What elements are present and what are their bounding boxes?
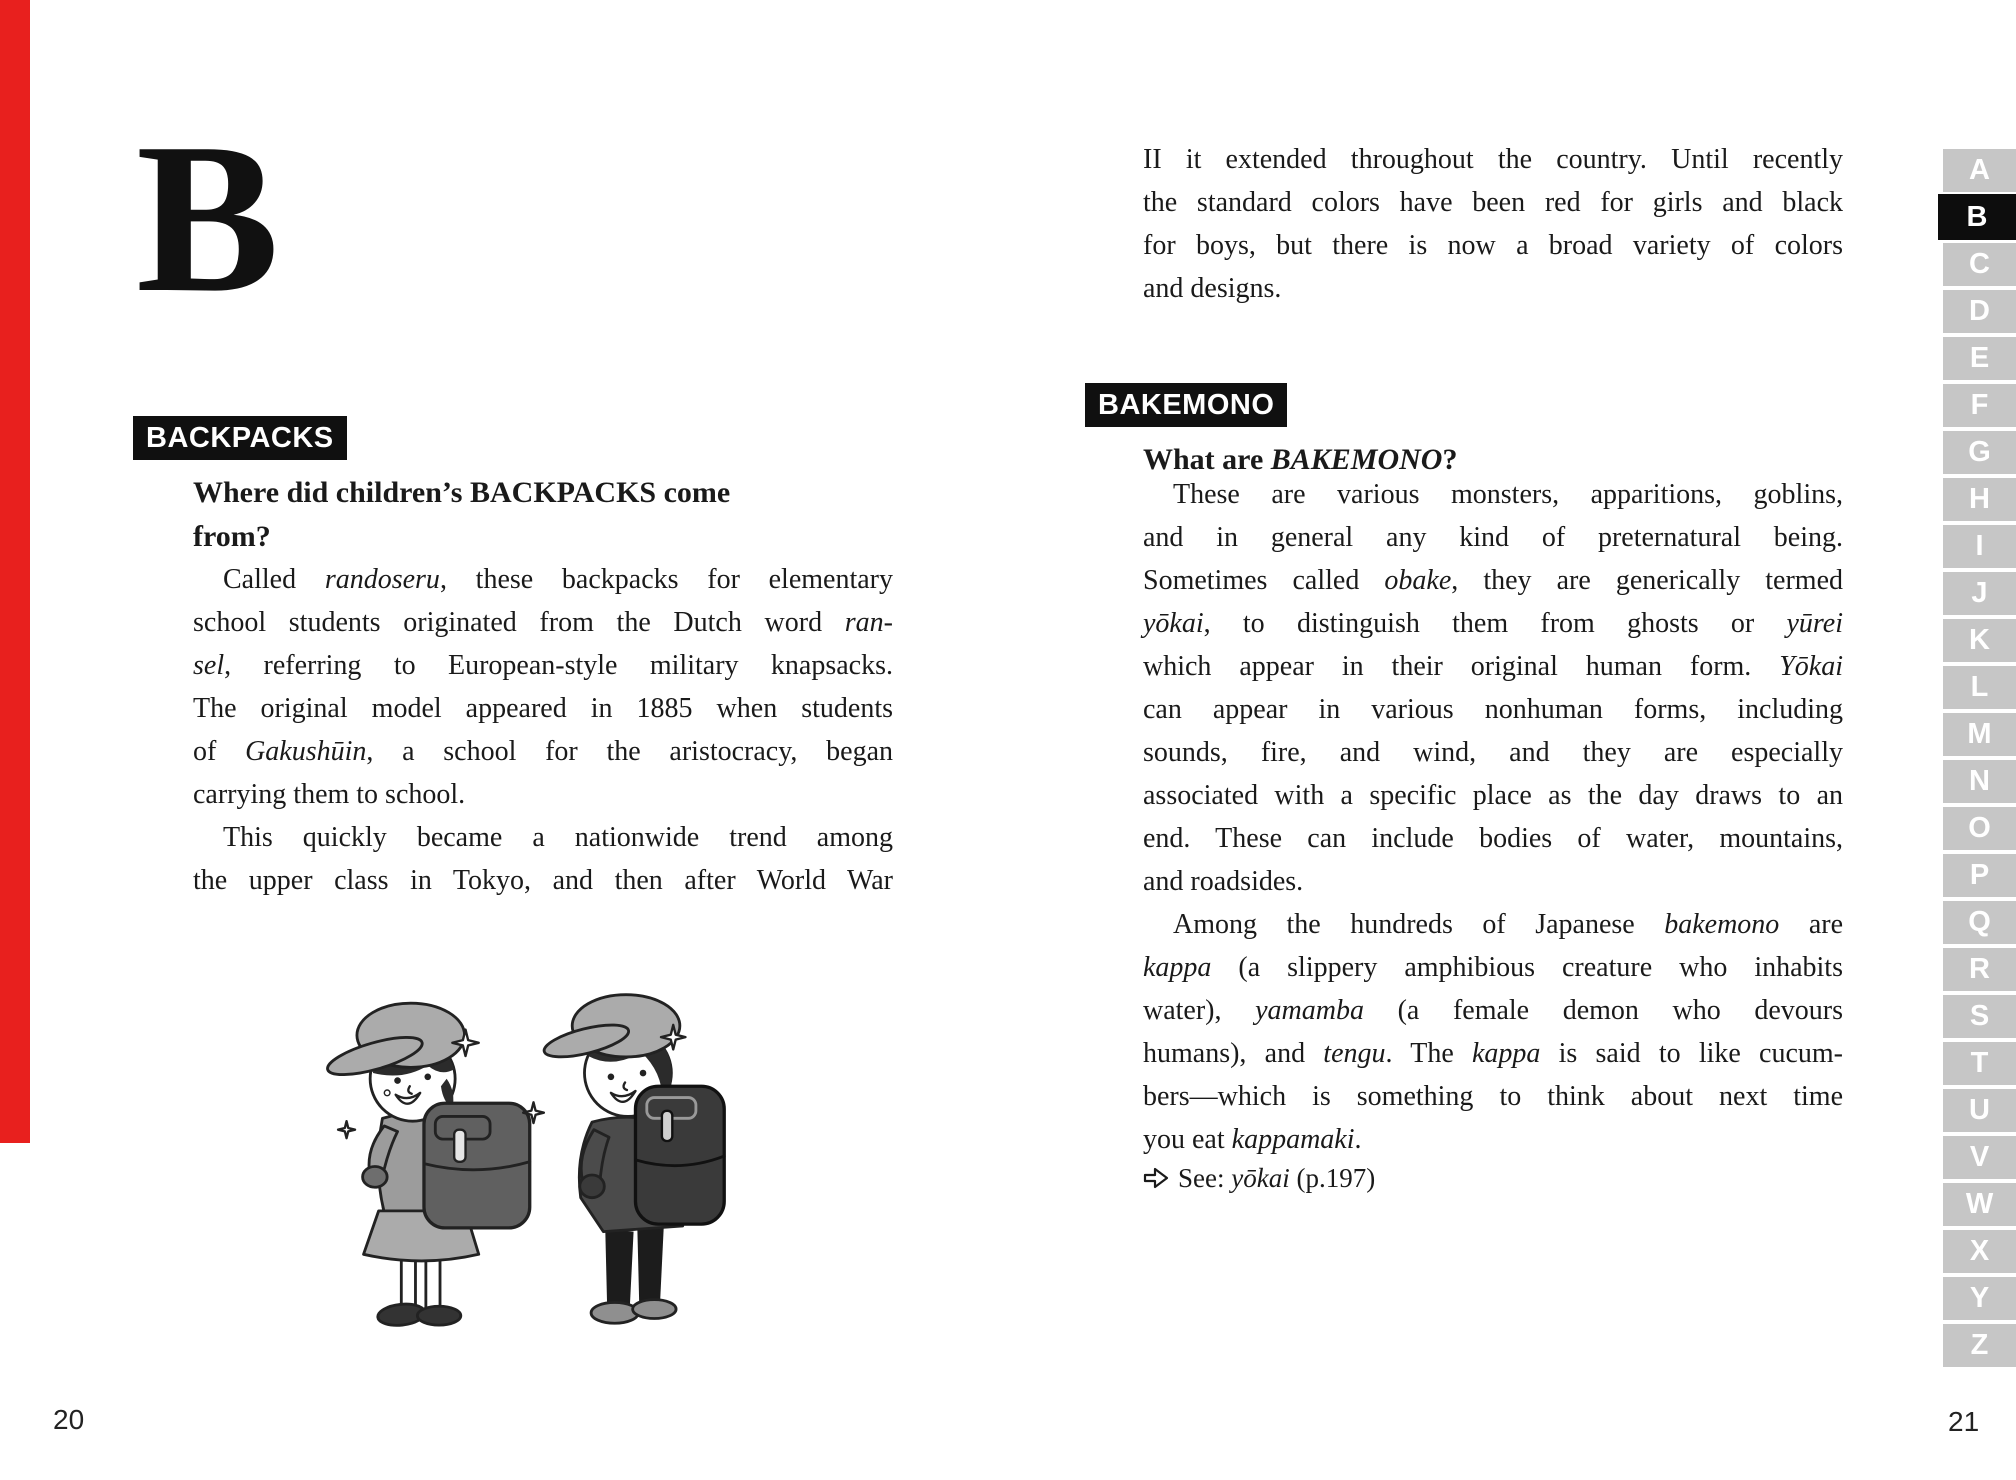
index-tab-d[interactable]: D xyxy=(1943,290,2016,333)
text-line: for boys, but there is now a broad variety of colors xyxy=(1143,230,1843,261)
section-letter: B xyxy=(136,98,280,337)
text-line: The original model appeared in 1885 when students xyxy=(193,693,893,724)
index-tab-g[interactable]: G xyxy=(1943,431,2016,474)
index-tab-p[interactable]: P xyxy=(1943,854,2016,897)
text-line: Sometimes called obake, they are generically termed xyxy=(1143,565,1843,596)
index-tab-l[interactable]: L xyxy=(1943,666,2016,709)
index-tab-y[interactable]: Y xyxy=(1943,1277,2016,1320)
bakemono-body-text xyxy=(1143,473,1843,1161)
index-tab-s[interactable]: S xyxy=(1943,995,2016,1038)
backpacks-continued-text xyxy=(1143,138,1843,310)
index-tab-k[interactable]: K xyxy=(1943,619,2016,662)
text-line: carrying them to school. xyxy=(193,779,466,810)
index-tab-v[interactable]: V xyxy=(1943,1136,2016,1179)
index-tab-c[interactable]: C xyxy=(1943,243,2016,286)
index-tab-x[interactable]: X xyxy=(1943,1230,2016,1273)
text-line: from? xyxy=(193,520,271,553)
text-line: These are various monsters, apparitions, goblins, xyxy=(1173,479,1843,510)
text-line: Among the hundreds of Japanese bakemono are xyxy=(1173,909,1843,940)
backpacks-body-text xyxy=(193,558,893,902)
text-line: and roadsides. xyxy=(1143,866,1304,897)
text-line: II it extended throughout the country. Until recently xyxy=(1143,144,1843,175)
text-line: This quickly became a nationwide trend among xyxy=(223,822,893,853)
index-tab-i[interactable]: I xyxy=(1943,525,2016,568)
text-line: the standard colors have been red for girls and black xyxy=(1143,187,1843,218)
entry-label-bakemono: BAKEMONO xyxy=(1085,383,1287,427)
text-line: humans), and tengu. The kappa is said to like cucum- xyxy=(1143,1038,1844,1069)
see-reference-text: See: yōkai (p.197) xyxy=(1178,1163,1376,1193)
text-line: bers—which is something to think about next time xyxy=(1143,1081,1843,1112)
text-line: and designs. xyxy=(1143,273,1282,304)
index-tab-m[interactable]: M xyxy=(1943,713,2016,756)
backpacks-question-heading xyxy=(193,471,893,559)
index-tab-e[interactable]: E xyxy=(1943,337,2016,380)
index-tab-z[interactable]: Z xyxy=(1943,1324,2016,1367)
index-tab-t[interactable]: T xyxy=(1943,1042,2016,1085)
page-number-right: 21 xyxy=(1948,1406,1980,1437)
text-line: of Gakushūin, a school for the aristocracy, began xyxy=(193,736,893,767)
page-number-left: 20 xyxy=(53,1404,85,1435)
alphabet-index-tabs xyxy=(1943,149,2016,1367)
index-tab-a[interactable]: A xyxy=(1943,149,2016,192)
text-line: end. These can include bodies of water, mountains, xyxy=(1143,823,1843,854)
index-tab-f[interactable]: F xyxy=(1943,384,2016,427)
text-line: water), yamamba (a female demon who devours xyxy=(1143,995,1843,1026)
children-backpacks-illustration xyxy=(322,988,728,1328)
text-line: which appear in their original human form. Yōkai xyxy=(1143,651,1843,682)
text-line: the upper class in Tokyo, and then after World War xyxy=(193,865,893,896)
text-line: and in general any kind of preternatural being. xyxy=(1143,522,1843,553)
text-line: sounds, fire, and wind, and they are especially xyxy=(1143,737,1843,768)
index-tab-n[interactable]: N xyxy=(1943,760,2016,803)
girl-figure xyxy=(324,1003,530,1327)
arrow-right-icon xyxy=(1143,1166,1169,1190)
text-line: you eat kappamaki. xyxy=(1143,1124,1362,1155)
index-tab-q[interactable]: Q xyxy=(1943,901,2016,944)
index-tab-u[interactable]: U xyxy=(1943,1089,2016,1132)
index-tab-j[interactable]: J xyxy=(1943,572,2016,615)
index-tab-o[interactable]: O xyxy=(1943,807,2016,850)
text-line: sel, referring to European-style military knapsacks. xyxy=(193,650,893,681)
see-reference xyxy=(1143,1160,1375,1196)
text-line: associated with a specific place as the day draws to an xyxy=(1143,780,1843,811)
index-tab-w[interactable]: W xyxy=(1943,1183,2016,1226)
text-line: Where did children’s BACKPACKS come xyxy=(193,476,731,509)
text-line: school students originated from the Dutch word ran- xyxy=(193,607,893,638)
text-line: kappa (a slippery amphibious creature who inhabits xyxy=(1143,952,1843,983)
index-tab-b[interactable]: B xyxy=(1938,194,2016,240)
index-tab-h[interactable]: H xyxy=(1943,478,2016,521)
boy-figure xyxy=(541,995,724,1324)
text-line: Called randoseru, these backpacks for elementary xyxy=(223,564,893,595)
text-line: can appear in various nonhuman forms, including xyxy=(1143,694,1843,725)
text-line: yōkai, to distinguish them from ghosts or yūrei xyxy=(1143,608,1843,639)
bakemono-question-heading: What are BAKEMONO? xyxy=(1143,443,1458,476)
index-tab-r[interactable]: R xyxy=(1943,948,2016,991)
entry-label-backpacks: BACKPACKS xyxy=(133,416,347,460)
left-edge-accent-bar xyxy=(0,0,30,1143)
